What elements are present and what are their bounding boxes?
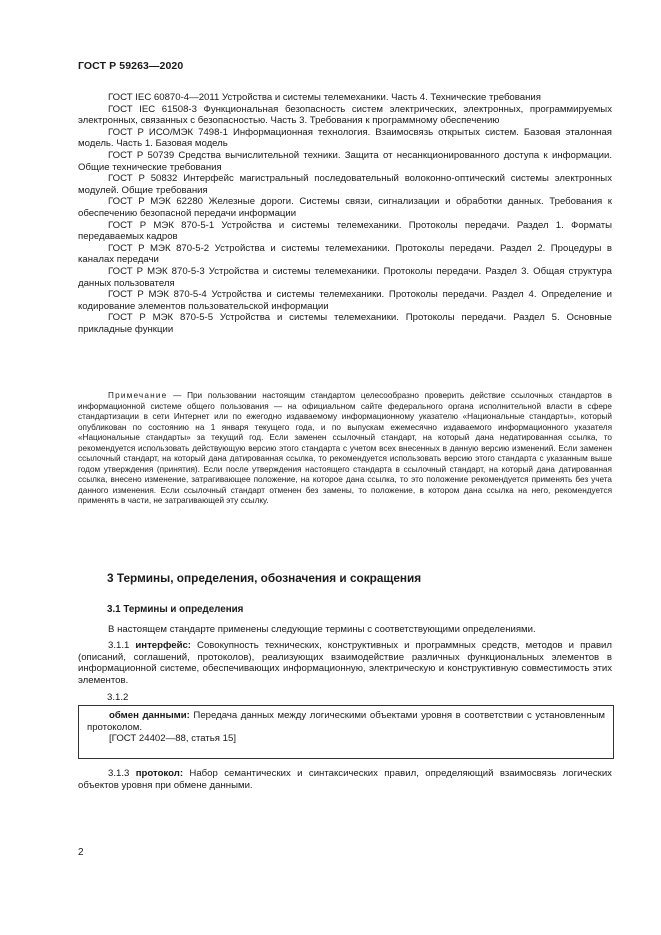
term-number: 3.1.3 xyxy=(108,768,136,779)
definition-source: [ГОСТ 24402—88, статья 15] xyxy=(109,733,236,745)
reference-item: ГОСТ Р МЭК 870-5-2 Устройства и системы телемеханики. Протоколы передачи. Раздел 2. Процедуры в каналах передачи xyxy=(78,242,612,266)
note-paragraph xyxy=(78,391,612,507)
reference-item: ГОСТ Р МЭК 62280 Железные дороги. Системы связи, сигнализации и обработки данных. Требования к обеспечению безопасной передачи информации xyxy=(78,196,612,219)
term-name: протокол: xyxy=(135,768,184,779)
reference-item: ГОСТ Р 50739 Средства вычислительной техники. Защита от несанкционированного доступа к информации. Общие технические требования xyxy=(78,149,612,173)
term-number: 3.1.2 xyxy=(107,692,129,703)
intro-text: В настоящем стандарте применены следующие термины с соответствующими определениями. xyxy=(108,624,536,635)
term-definition-protocol xyxy=(78,768,612,791)
reference-item: ГОСТ Р ИСО/МЭК 7498-1 Информационная технология. Взаимосвязь открытых систем. Базовая эталонная модель. Часть 1. Базовая модель xyxy=(78,126,612,150)
term-definition-interface xyxy=(78,640,612,686)
reference-item: ГОСТ IEC 61508-3 Функциональная безопасность систем электрических, электронных, программируемых электронных, связанных с безопасностью. Часть 3. Требования к программному обеспечению xyxy=(78,103,612,127)
reference-item: ГОСТ Р МЭК 870-5-1 Устройства и системы телемеханики. Протоколы передачи. Раздел 1. Форматы передаваемых кадров xyxy=(78,219,612,243)
reference-item: ГОСТ Р 50832 Интерфейс магистральный последовательный волоконно-оптический системы электронных модулей. Общие требования xyxy=(78,173,612,196)
section-title: 3 Термины, определения, обозначения и сокращения xyxy=(107,571,422,585)
definition-paragraph xyxy=(78,768,612,791)
term-definition: Совокупность технических, конструктивных и программных средств, методов и правил (описаний, соглашений, протоколов), реализующих взаимодействие различных функциональных элементов в информационной системе, обеспечивающих информационную, электрическую и конструктивную совместимость этих элементов. xyxy=(78,640,612,686)
subsection-title: 3.1 Термины и определения xyxy=(107,604,244,615)
note-text: — При пользовании настоящим стандартом целесообразно проверить действие ссылочных стандартов в информационной системе общего пользования — на официальном сайте федерального органа исполнительной власти в сфере стандартизации в сети Интернет или по ежегодно издаваемому информационному указателю «Национальные стандарты», который опубликован по состоянию на 1 января текущего года, и по выпускам ежемесячно издаваемого информационного указателя «Национальные стандарты» за текущий год. Если заменен ссылочный стандарт, на который дана недатированная ссылка, то рекомендуется использовать действующую версию этого стандарта с учетом всех внесенных в данную версию изменений. Если заменен ссылочный стандарт, на который дана датированная ссылка, то рекомендуется использовать версию этого стандарта с указанным выше годом утверждения (принятия). Если после утверждения настоящего стандарта в ссылочный стандарт, на который дана датированная ссылка, внесено изменение, затрагивающее положение, на которое дана ссылка, то это положение рекомендуется применять без учета данного изменения. Если ссылочный стандарт отменен без замены, то положение, в котором дана ссылка на него, рекомендуется применять в части, не затрагивающей эту ссылку. xyxy=(78,391,612,506)
term-name: обмен данными: xyxy=(109,710,190,721)
term-definition: Передача данных между логическими объектами уровня в соответствии с установленным протоколом. xyxy=(87,710,605,733)
reference-item: ГОСТ Р МЭК 870-5-4 Устройства и системы телемеханики. Протоколы передачи. Раздел 4. Определение и кодирование элементов пользовательской информации xyxy=(78,289,612,312)
term-name: интерфейс: xyxy=(135,640,191,651)
normative-references-list xyxy=(78,92,612,335)
reference-item: ГОСТ Р МЭК 870-5-5 Устройства и системы телемеханики. Протоколы передачи. Раздел 5. Основные прикладные функции xyxy=(78,312,612,335)
page-number: 2 xyxy=(78,847,84,858)
definition-paragraph xyxy=(78,640,612,686)
note-block xyxy=(78,391,612,507)
reference-item: ГОСТ IEC 60870-4—2011 Устройства и системы телемеханики. Часть 4. Технические требования xyxy=(108,92,541,103)
intro-paragraph xyxy=(78,624,612,636)
definition-paragraph xyxy=(87,710,605,733)
note-label: Примечание xyxy=(108,391,168,400)
term-number: 3.1.1 xyxy=(108,640,136,651)
reference-item: ГОСТ Р МЭК 870-5-3 Устройства и системы телемеханики. Протоколы передачи. Раздел 3. Общая структура данных пользователя xyxy=(78,265,612,289)
term-definition-data-exchange-box xyxy=(78,705,614,759)
document-header: ГОСТ Р 59263—2020 xyxy=(78,60,184,72)
term-definition: Набор семантических и синтаксических правил, определяющий взаимосвязь логических объектов уровня при обмене данными. xyxy=(78,768,612,791)
